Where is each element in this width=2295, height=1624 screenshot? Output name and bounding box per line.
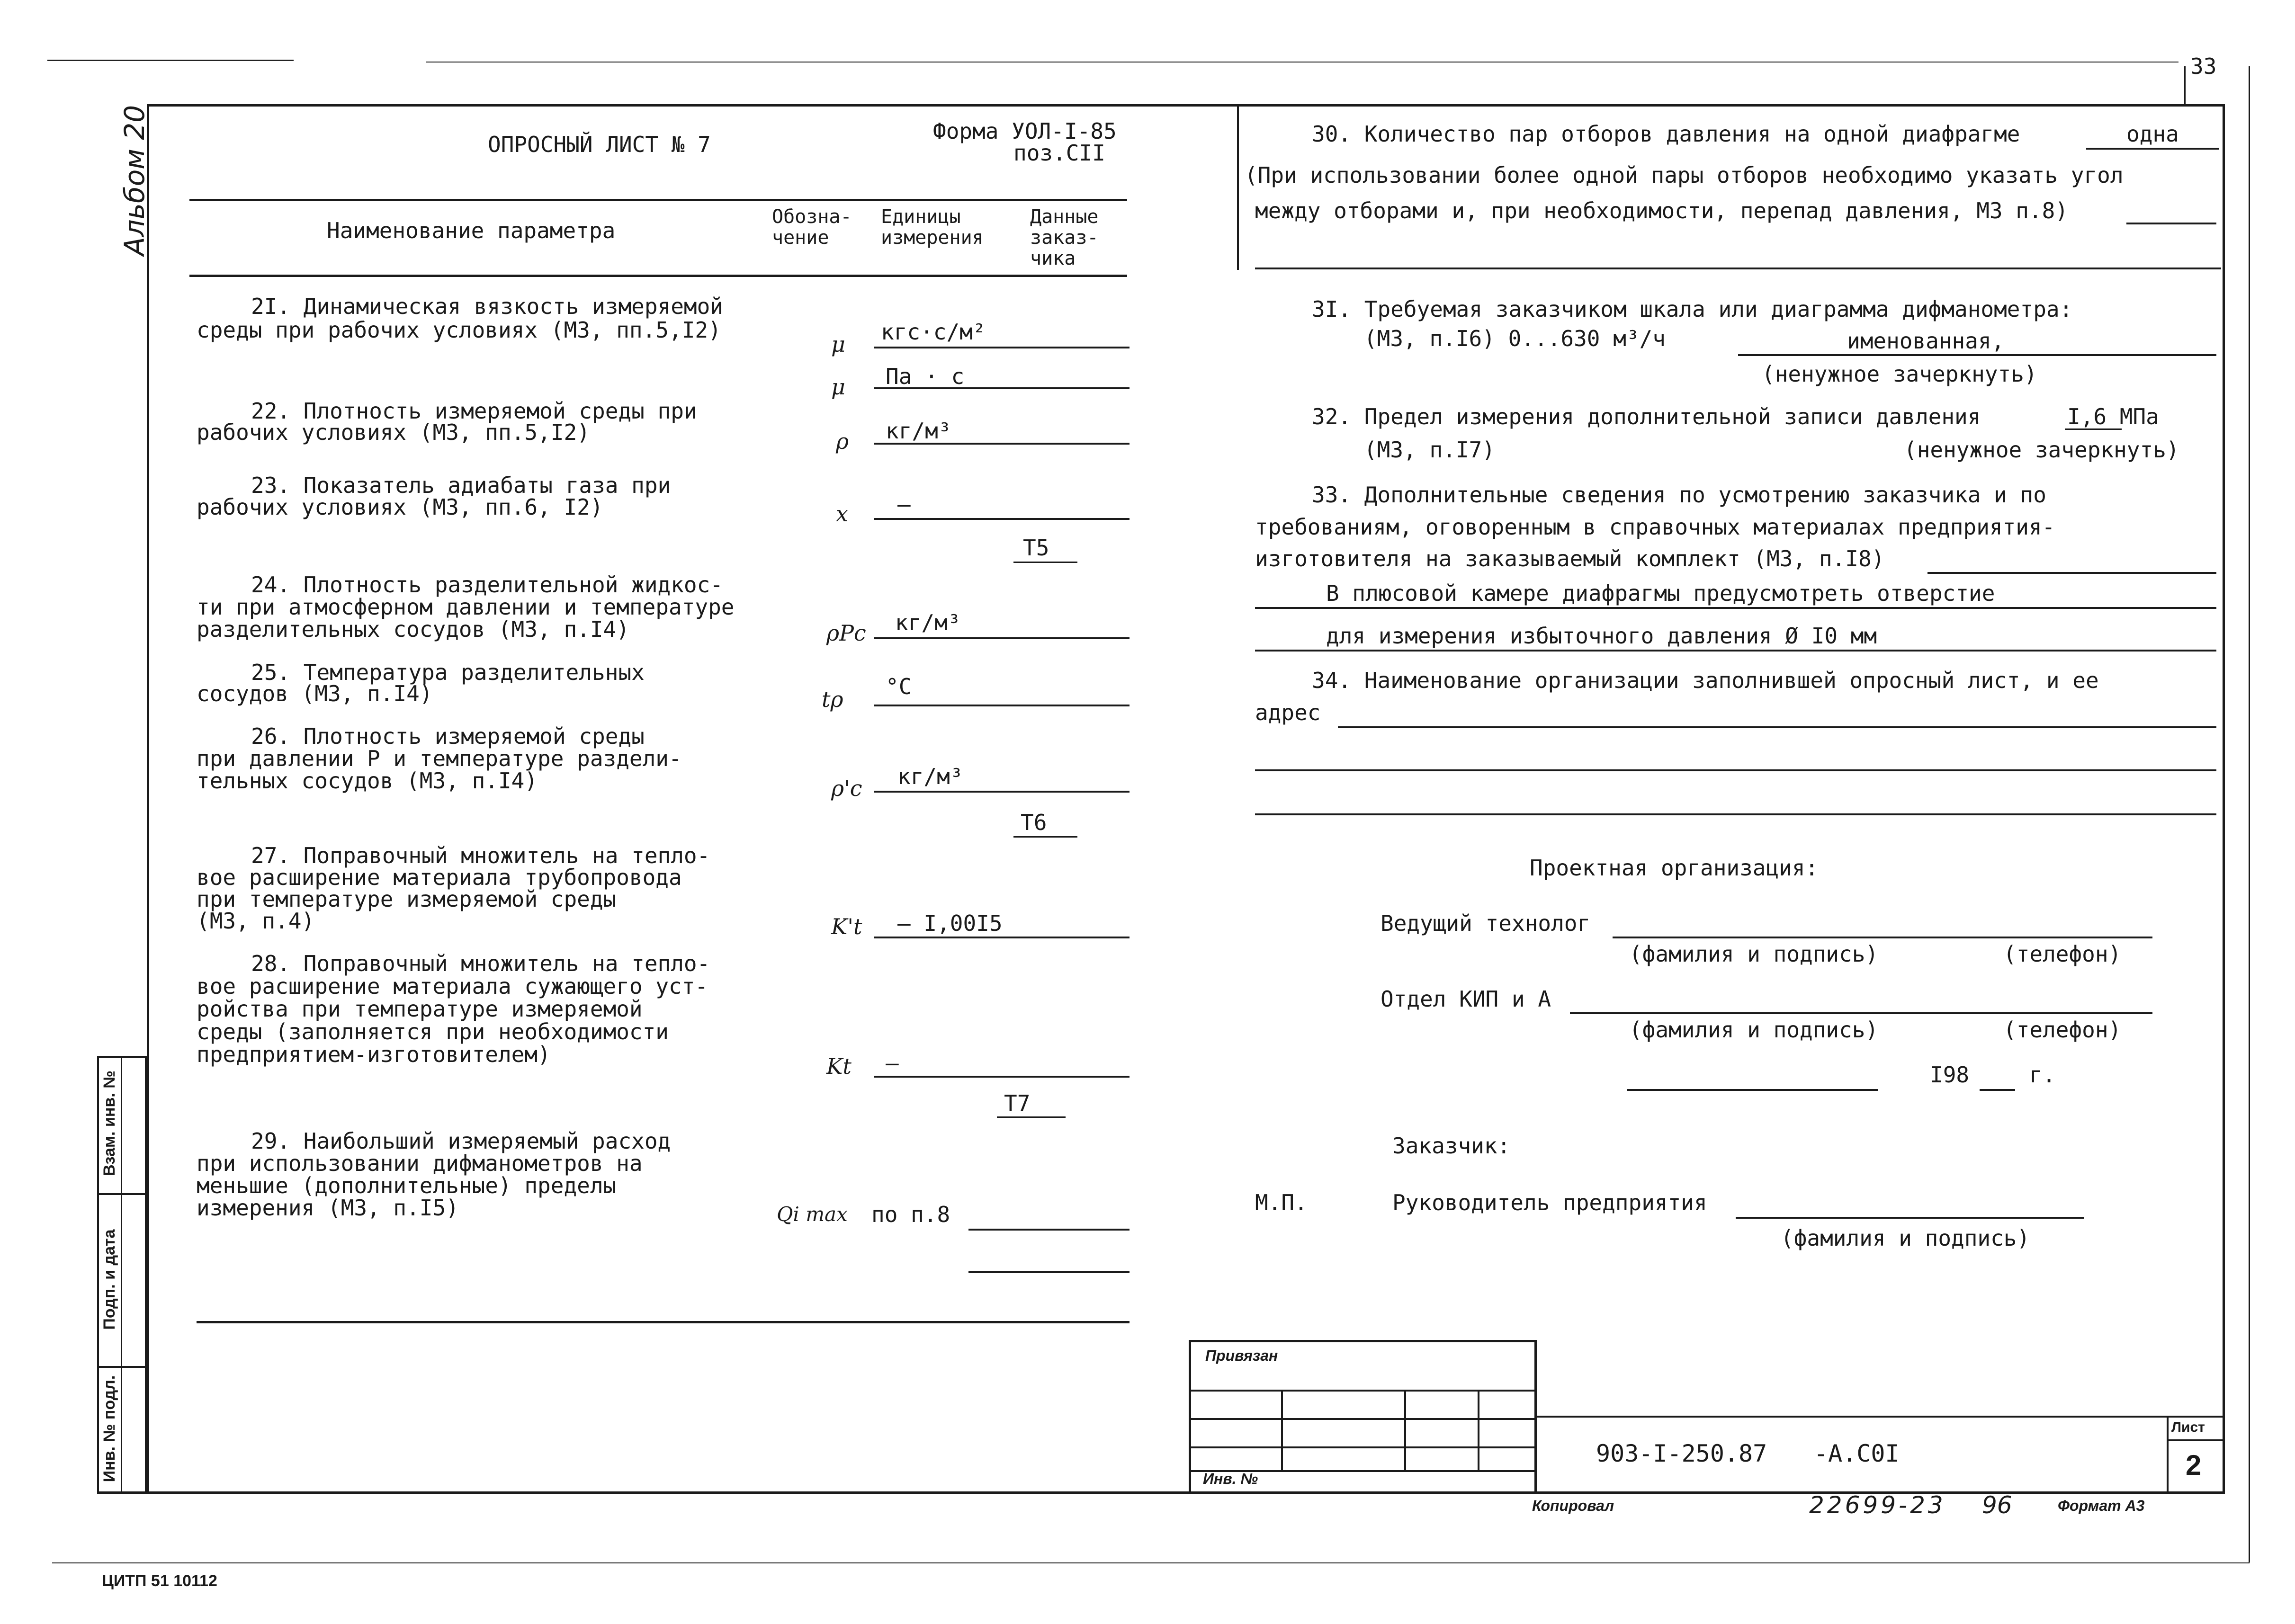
q33-line-3-blank xyxy=(1927,572,2216,574)
item-26-line-3: тельных сосудов (МЗ, п.I4) xyxy=(197,768,538,794)
unit-line-6 xyxy=(874,705,1130,706)
unit-line-10 xyxy=(968,1229,1130,1231)
left-table-bottom xyxy=(197,1321,1130,1323)
linked-col-3 xyxy=(1478,1390,1479,1470)
item-25-line-1: 25. Температура разделительных xyxy=(251,660,645,685)
corner-tick xyxy=(2184,66,2186,107)
year-blank-line xyxy=(1980,1089,2015,1091)
item-28-line-1: 28. Поправочный множитель на тепло- xyxy=(251,951,710,976)
unit-line-2 xyxy=(874,387,1130,389)
item-25-line-2: сосудов (МЗ, п.I4) xyxy=(197,681,433,706)
q30-answer-line xyxy=(2086,148,2219,150)
header-param-name: Наименование параметра xyxy=(327,218,616,243)
q33-answer-1-line xyxy=(1255,607,2216,609)
linked-row-line-2 xyxy=(1189,1418,1537,1420)
value-kt-prime: – I,00I5 xyxy=(897,910,1003,936)
side-label-podp-data: Подп. и дата xyxy=(100,1229,118,1330)
format-label: Формат А3 xyxy=(2058,1497,2145,1514)
item-27-line-1: 27. Поправочный множитель на тепло- xyxy=(251,843,710,868)
q34-line-2: адрес xyxy=(1255,700,1321,725)
sign-hint-1: (фамилия и подпись) xyxy=(1629,941,1879,967)
q32-answer-line xyxy=(2065,428,2122,430)
q30-bottom-line xyxy=(1255,268,2221,269)
unit-line-4 xyxy=(874,518,1130,520)
item-26-line-2: при давлении Р и температуре раздели- xyxy=(197,746,682,771)
header-customer-1: Данные xyxy=(1030,206,1099,228)
document-suffix: -А.С0I xyxy=(1814,1440,1900,1467)
unit-pa-s: Па · с xyxy=(886,364,965,389)
outer-right-edge xyxy=(2249,66,2250,1562)
q33-answer-2: для измерения избыточного давления Ø I0 мм xyxy=(1326,623,1877,649)
frame-left xyxy=(147,104,149,1494)
top-edge-line xyxy=(47,60,294,61)
phone-hint-1: (телефон) xyxy=(2003,941,2122,967)
header-customer-3: чика xyxy=(1030,248,1076,269)
q34-address-line-3 xyxy=(1255,813,2216,815)
table-header-top xyxy=(189,199,1127,201)
center-divider xyxy=(1237,104,1239,270)
header-designation-2: чение xyxy=(772,227,829,249)
item-27-line-2: вое расширение материала трубопровода xyxy=(197,865,682,890)
q32-line-1: 32. Предел измерения дополнительной записи давления xyxy=(1312,404,1981,429)
symbol-x: x xyxy=(836,501,848,526)
sign-hint-2: (фамилия и подпись) xyxy=(1629,1017,1879,1043)
value-by-p8: по п.8 xyxy=(871,1202,950,1227)
item-24-line-1: 24. Плотность разделительной жидкос- xyxy=(251,572,723,598)
symbol-mu-1: μ xyxy=(831,331,845,357)
cip-label: ЦИТП 51 10112 xyxy=(102,1572,217,1590)
sheet-cell-divider xyxy=(2167,1416,2169,1494)
symbol-kt: Kt xyxy=(826,1053,852,1079)
item-29-line-1: 29. Наибольший измеряемый расход xyxy=(251,1128,671,1154)
item-28-line-5: предприятием-изготовителем) xyxy=(197,1042,551,1067)
phone-hint-2: (телефон) xyxy=(2003,1017,2122,1043)
customer-label: Заказчик: xyxy=(1392,1133,1511,1159)
q33-line-1: 33. Дополнительные сведения по усмотрению заказчика и по xyxy=(1312,482,2046,508)
item-27-line-4: (МЗ, п.4) xyxy=(197,908,315,934)
side-label-inv-podl: Инв. № подл. xyxy=(100,1375,118,1482)
header-customer-2: заказ- xyxy=(1030,227,1099,249)
item-24-line-3: разделительных сосудов (МЗ, п.I4) xyxy=(197,616,629,642)
item-29-line-3: меньшие (дополнительные) пределы xyxy=(197,1173,617,1198)
unit-line-5 xyxy=(874,637,1130,639)
lead-technologist-label: Ведущий технолог xyxy=(1381,910,1591,936)
symbol-tp: tρ xyxy=(822,687,843,712)
side-stamp-inner-line xyxy=(121,1056,122,1494)
sign-hint-3: (фамилия и подпись) xyxy=(1781,1225,2030,1251)
item-23-line-2: рабочих условиях (МЗ, пп.6, I2) xyxy=(197,494,603,520)
unit-line-1 xyxy=(874,347,1130,348)
inv-no-label: Инв. № xyxy=(1203,1470,1258,1487)
value-kt-dash: – xyxy=(886,1050,899,1076)
item-28-line-4: среды (заполняется при необходимости xyxy=(197,1019,669,1044)
side-label-vzam-inv: Взам. инв. № xyxy=(100,1070,118,1177)
stamp-place-mp: М.П. xyxy=(1255,1190,1308,1215)
q34-address-line-1 xyxy=(1338,726,2216,728)
q32-answer: I,6 МПа xyxy=(2067,404,2159,429)
linked-row-line-1 xyxy=(1189,1390,1537,1392)
album-label: Альбом 20 xyxy=(118,105,151,256)
item-21-line-1: 2I. Динамическая вязкость измеряемой xyxy=(251,294,723,319)
item-21-line-2: среды при рабочих условиях (МЗ, пп.5,I2) xyxy=(197,317,721,343)
symbol-qmax: Qi max xyxy=(777,1203,848,1226)
q30-line-2: (При использовании более одной пары отборов необходимо указать угол xyxy=(1245,162,2124,188)
item-26-line-1: 26. Плотность измеряемой среды xyxy=(251,723,645,749)
q31-line-1: 3I. Требуемая заказчиком шкала или диаграмма дифманометра: xyxy=(1312,296,2073,322)
form-code: Форма УОЛ-I-85 xyxy=(933,118,1117,144)
symbol-kt-prime: K't xyxy=(831,914,862,939)
header-units-2: измерения xyxy=(881,227,984,249)
year-prefix: I98 xyxy=(1930,1062,1970,1088)
unit-dash-1: – xyxy=(897,491,911,517)
q31-answer: именованная, xyxy=(1847,328,2005,354)
q31-answer-line xyxy=(1738,354,2216,356)
unit-kg-m3-3: кг/м³ xyxy=(897,764,963,789)
marker-t6-line xyxy=(1013,836,1077,838)
q34-address-line-2 xyxy=(1255,769,2216,771)
lead-technologist-line xyxy=(1613,937,2152,938)
q34-line-1: 34. Наименование организации заполнившей опросный лист, и ее xyxy=(1312,668,2099,693)
symbol-rho: ρ xyxy=(836,428,849,454)
design-org-title: Проектная организация: xyxy=(1530,855,1819,881)
marker-t7-line xyxy=(997,1116,1066,1118)
unit-line-7 xyxy=(874,791,1130,793)
frame-top xyxy=(147,104,2223,107)
marker-t5: Т5 xyxy=(1023,535,1049,561)
item-29-line-2: при использовании дифманометров на xyxy=(197,1151,643,1176)
frame-right xyxy=(2223,104,2225,1494)
item-24-line-2: ти при атмосферном давлении и температуре xyxy=(197,594,735,620)
q30-tail-line xyxy=(2126,223,2216,224)
date-line xyxy=(1627,1089,1878,1091)
linked-row-line-3 xyxy=(1189,1446,1537,1448)
copied-label: Копировал xyxy=(1532,1497,1614,1514)
document-code: 903-I-250.87 xyxy=(1596,1440,1767,1467)
year-suffix: г. xyxy=(2029,1062,2056,1088)
archive-number: 22699-23 xyxy=(1809,1491,1946,1519)
sheet-cell-header-line xyxy=(2167,1439,2223,1441)
bottom-edge-line xyxy=(52,1562,2250,1563)
form-title: ОПРОСНЫЙ ЛИСТ № 7 xyxy=(488,132,711,157)
item-29-line-4: измерения (МЗ, п.I5) xyxy=(197,1195,459,1221)
marker-t5-line xyxy=(1013,562,1077,563)
kip-dept-line xyxy=(1570,1012,2152,1014)
q32-note: (ненужное зачеркнуть) xyxy=(1904,437,2179,463)
marker-t6: Т6 xyxy=(1021,810,1047,835)
kip-dept-label: Отдел КИП и А xyxy=(1381,986,1551,1012)
q30-line-3: между отборами и, при необходимости, перепад давления, МЗ п.8) xyxy=(1255,198,2069,223)
unit-kgs-s-m2: кгс·с/м² xyxy=(881,319,986,345)
item-22-line-2: рабочих условиях (МЗ, пп.5,I2) xyxy=(197,419,590,445)
q30-answer: одна xyxy=(2126,121,2179,147)
linked-col-2 xyxy=(1404,1390,1406,1470)
header-designation-1: Обозна- xyxy=(772,206,852,228)
unit-celsius: °C xyxy=(886,674,912,699)
item-28-line-3: ройства при температуре измеряемой xyxy=(197,996,643,1022)
unit-line-9 xyxy=(874,1076,1130,1078)
table-header-bottom xyxy=(189,275,1127,277)
unit-line-3 xyxy=(874,443,1130,445)
unit-line-11 xyxy=(968,1271,1130,1273)
q33-answer-2-line xyxy=(1255,650,2216,651)
archive-number-2: 96 xyxy=(1982,1491,2012,1519)
sheet-label: Лист xyxy=(2171,1419,2205,1435)
item-23-line-1: 23. Показатель адиабаты газа при xyxy=(251,473,671,498)
linked-label: Привязан xyxy=(1205,1347,1278,1364)
director-label: Руководитель предприятия xyxy=(1392,1190,1707,1215)
sheet-number: 2 xyxy=(2186,1449,2202,1481)
q31-note: (ненужное зачеркнуть) xyxy=(1762,361,2037,387)
symbol-rho-c: ρ'c xyxy=(831,776,862,801)
unit-line-8 xyxy=(874,937,1130,938)
q33-answer-1: В плюсовой камере диафрагмы предусмотреть отверстие xyxy=(1326,580,1995,606)
item-22-line-1: 22. Плотность измеряемой среды при xyxy=(251,398,697,424)
page-corner-number: 33 xyxy=(2190,54,2217,79)
q32-line-2: (МЗ, п.I7) xyxy=(1364,437,1495,463)
symbol-rho-pc: ρPc xyxy=(826,620,866,646)
linked-col-1 xyxy=(1281,1390,1283,1470)
director-line xyxy=(1736,1217,2084,1219)
unit-kg-m3-1: кг/м³ xyxy=(886,418,951,444)
item-28-line-2: вое расширение материала сужающего уст- xyxy=(197,973,708,999)
marker-t7: Т7 xyxy=(1004,1090,1031,1116)
unit-kg-m3-2: кг/м³ xyxy=(895,610,961,635)
form-position: поз.CII xyxy=(1013,140,1105,166)
symbol-mu-2: μ xyxy=(831,374,845,400)
title-block-top xyxy=(1537,1416,2223,1418)
header-units-1: Единицы xyxy=(881,206,961,228)
q30-line-1: 30. Количество пар отборов давления на одной диафрагме xyxy=(1312,121,2020,147)
q31-line-2: (МЗ, п.I6) 0...630 м³/ч xyxy=(1364,326,1666,351)
item-27-line-3: при температуре измеряемой среды xyxy=(197,886,617,912)
q33-line-3: изготовителя на заказываемый комплект (МЗ, п.I8) xyxy=(1255,546,1885,571)
q33-line-2: требованиям, оговоренным в справочных материалах предприятия- xyxy=(1255,514,2055,540)
